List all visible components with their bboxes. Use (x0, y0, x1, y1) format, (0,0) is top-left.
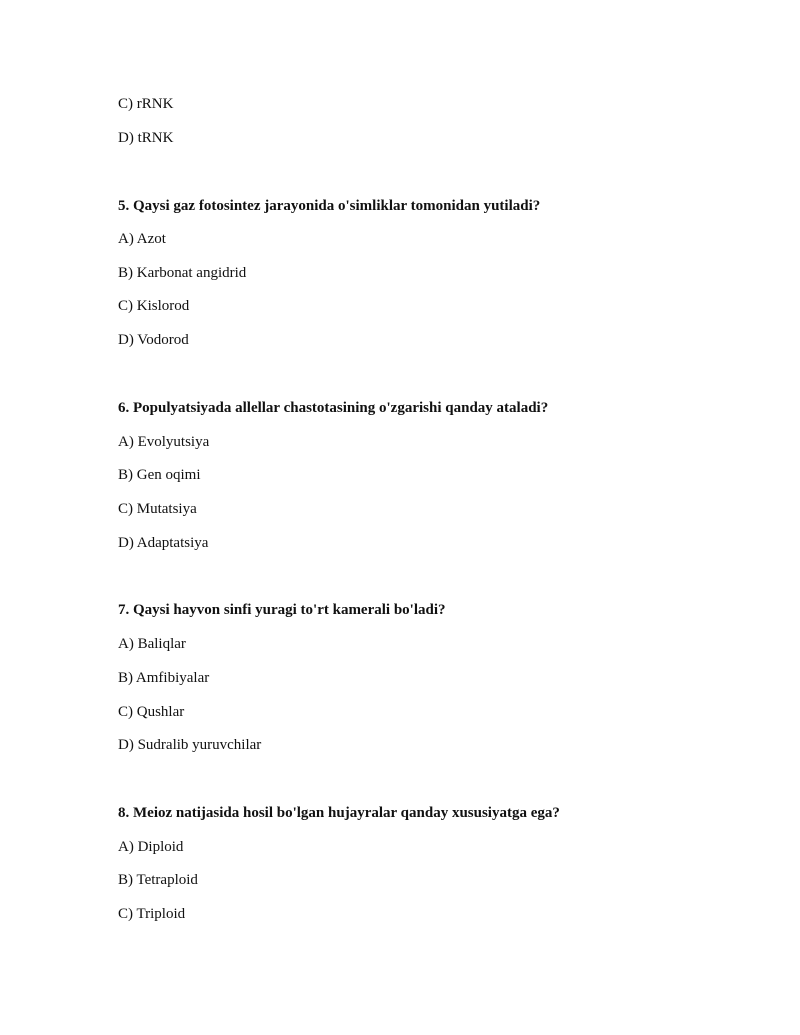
question-5-title: 5. Qaysi gaz fotosintez jarayonida o'simliklar tomonidan yutiladi? (118, 198, 541, 214)
option-q6-c: C) Mutatsiya (118, 501, 197, 517)
option-q7-a: A) Baliqlar (118, 636, 186, 652)
option-q8-b: B) Tetraploid (118, 872, 198, 888)
option-q7-b: B) Amfibiyalar (118, 670, 210, 686)
option-q5-b: B) Karbonat angidrid (118, 265, 247, 281)
option-q7-d: D) Sudralib yuruvchilar (118, 737, 262, 753)
option-q8-a: A) Diploid (118, 839, 184, 855)
option-q7-c: C) Qushlar (118, 704, 185, 720)
option-q5-c: C) Kislorod (118, 298, 190, 314)
option-q5-a: A) Azot (118, 231, 166, 247)
option-q8-c: C) Triploid (118, 906, 186, 922)
question-6-title: 6. Populyatsiyada allellar chastotasining o'zgarishi qanday ataladi? (118, 400, 549, 416)
option-q6-d: D) Adaptatsiya (118, 535, 209, 551)
question-8-title: 8. Meioz natijasida hosil bo'lgan hujayralar qanday xususiyatga ega? (118, 805, 560, 821)
option-q4-d: D) tRNK (118, 130, 174, 146)
question-7-title: 7. Qaysi hayvon sinfi yuragi to'rt kamerali bo'ladi? (118, 602, 446, 618)
option-q5-d: D) Vodorod (118, 332, 189, 348)
option-q6-b: B) Gen oqimi (118, 467, 201, 483)
option-q6-a: A) Evolyutsiya (118, 434, 210, 450)
option-q4-c: C) rRNK (118, 96, 174, 112)
